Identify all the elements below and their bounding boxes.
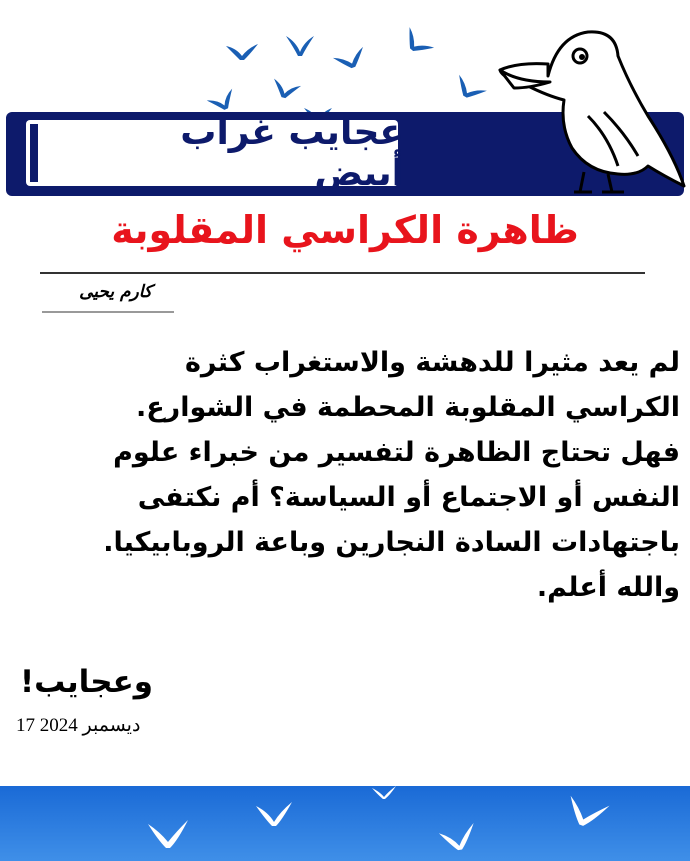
flying-bird-icon — [226, 44, 258, 60]
author-underline — [42, 311, 174, 313]
footer-birds — [0, 786, 690, 861]
brand-name: عجايب غراب أبيض — [180, 112, 404, 194]
footer-band — [0, 786, 690, 861]
body-line: النفس أو الاجتماع أو السياسة؟ أم نكتفى — [137, 482, 680, 513]
author-name: كارم يحيى — [79, 282, 152, 302]
article-body — [24, 340, 680, 610]
body-line: والله أعلم. — [536, 572, 680, 603]
flying-bird-icon — [399, 27, 434, 60]
body-line: فهل تحتاج الظاهرة لتفسير من خبراء علوم — [113, 437, 680, 468]
brand-accent-bar — [30, 124, 38, 182]
title-divider — [40, 272, 645, 274]
flying-bird-icon — [256, 802, 292, 826]
flying-bird-icon — [372, 786, 396, 799]
flying-bird-icon — [438, 823, 478, 853]
flying-bird-icon — [270, 79, 301, 102]
white-raven-icon — [488, 16, 690, 200]
flying-bird-icon — [562, 792, 609, 832]
brand-panel — [26, 112, 404, 194]
body-line: الكراسي المقلوبة المحطمة في الشوارع. — [135, 392, 680, 423]
body-line: لم يعد مثيرا للدهشة والاستغراب كثرة — [184, 347, 680, 378]
flying-bird-icon — [333, 47, 369, 73]
flying-bird-icon — [148, 820, 188, 848]
body-line: باجتهادات السادة النجارين وباعة الروبابيكيا. — [103, 527, 680, 558]
flying-bird-icon — [451, 75, 487, 105]
flying-bird-icon — [286, 36, 314, 56]
publish-date: 17 ديسمبر 2024 — [16, 715, 141, 736]
article-title: ظاهرة الكراسي المقلوبة — [111, 208, 579, 252]
closing-sign-off: وعجايب! — [20, 664, 154, 700]
